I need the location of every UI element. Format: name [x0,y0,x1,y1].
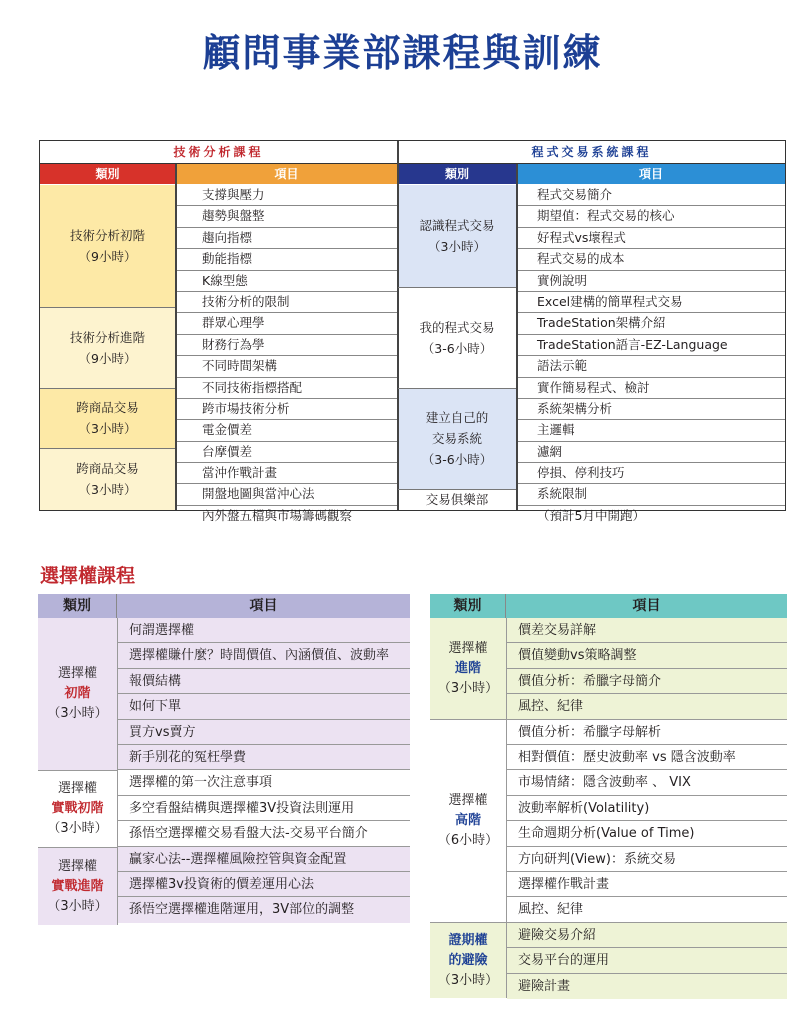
category-line: 證期權 [448,932,488,948]
list-item: K線型態 [176,271,397,292]
list-item: 實作簡易程式、檢討 [517,378,785,399]
list-item: 群眾心理學 [176,313,397,334]
list-item: 程式交易的成本 [517,249,785,270]
tech-category-cell: 技術分析進階 （9小時） [40,307,175,388]
list-item: 趨勢與盤整 [176,206,397,227]
list-item: 避險交易介紹 [507,923,787,948]
opt-left-items-header: 項目 [117,594,410,618]
prog-category-header: 類別 [398,164,516,184]
options-section-title: 選擇權課程 [40,565,136,587]
category-hours: （3小時） [437,680,499,696]
category-line: 選擇權 [57,858,97,874]
prog-category-cell: 建立自己的 交易系統 （3-6小時） [398,388,516,489]
list-item: 方向研判(View)：系統交易 [507,847,787,872]
list-item: 新手別花的冤枉學費 [118,745,410,770]
list-item: 系統限制 [517,484,785,505]
opt-category-cell [430,618,506,719]
category-line: 選擇權 [448,793,488,808]
list-item: 避險計畫 [507,974,787,999]
list-item: 交易平台的運用 [507,948,787,973]
technical-section-title: 技術分析課程 [173,145,264,159]
list-item: 財務行為學 [176,335,397,356]
list-item: TradeStation架構介紹 [517,313,785,334]
category-line: 選擇權 [57,666,97,681]
tech-category-cell: 跨商品交易 （3小時） [40,388,175,448]
tech-category-cell: 技術分析初階 （9小時） [40,185,175,307]
list-item: TradeStation語言-EZ-Language [517,335,785,356]
options-left-table [38,594,410,925]
program-section-title: 程式交易系統課程 [531,145,652,159]
list-item: 主邏輯 [517,420,785,441]
list-item: 濾網 [517,442,785,463]
tech-category-header: 類別 [40,164,175,184]
category-line: 選擇權 [448,640,488,656]
opt-right-items-header: 項目 [506,594,787,618]
list-item: 報價結構 [118,669,410,694]
prog-items-header: 項目 [517,164,785,184]
list-item: 不同時間架構 [176,356,397,377]
category-hours: （6小時） [437,833,499,848]
list-item: 風控、紀律 [507,694,787,719]
list-item: 孫悟空選擇權交易看盤大法-交易平台簡介 [118,821,410,846]
list-item: 當沖作戰計畫 [176,463,397,484]
list-item: 波動率解析(Volatility) [507,796,787,821]
opt-category-cell [430,719,506,922]
list-item: 市場情緒：隱含波動率 、 VIX [507,770,787,795]
list-item: 系統架構分析 [517,399,785,420]
list-item: 價差交易詳解 [507,618,787,643]
list-item: 期望值：程式交易的核心 [517,206,785,227]
list-item: 停損、停利技巧 [517,463,785,484]
list-item: 語法示範 [517,356,785,377]
category-hours: （3小時） [47,898,108,914]
tech-category-cell: 跨商品交易 （3小時） [40,448,175,510]
list-item: 生命週期分析(Value of Time) [507,821,787,846]
category-level: 實戰進階 [51,878,104,894]
category-level: 高階 [454,813,481,828]
list-item: 開盤地圖與當沖心法 [176,484,397,505]
list-item: 選擇權3v投資術的價差運用心法 [118,872,410,897]
category-level: 實戰初階 [51,801,104,816]
list-item: 程式交易簡介 [517,185,785,206]
list-item: 選擇權賺什麼？時間價值、內涵價值、波動率 [118,643,410,668]
opt-category-cell [38,618,117,770]
list-item: 風控、紀律 [507,897,787,922]
list-item: 買方vs賣方 [118,720,410,745]
list-item: 跨市場技術分析 [176,399,397,420]
list-item: 價值分析：希臘字母簡介 [507,669,787,694]
list-item: 相對價值：歷史波動率 vs 隱含波動率 [507,745,787,770]
opt-right-category-header: 類別 [430,594,506,618]
options-right-table [430,594,787,998]
list-item: 價值分析：希臘字母解析 [507,720,787,745]
list-item: 內外盤五檔與市場籌碼觀察 [202,507,353,523]
list-item: 選擇權的第一次注意事項 [118,770,410,795]
list-item: 何謂選擇權 [118,618,410,643]
list-item: （預計5月中開跑） [537,507,645,523]
category-hours: （3小時） [437,972,499,988]
list-item: 動能指標 [176,249,397,270]
prog-items-list [517,185,785,526]
technical-program-table [39,140,786,523]
category-line: 選擇權 [57,781,97,796]
list-item: 選擇權作戰計畫 [507,872,787,897]
list-item: 實例說明 [517,271,785,292]
list-item: 支撐與壓力 [176,185,397,206]
category-hours: （3小時） [47,706,108,721]
list-item: 台摩價差 [176,442,397,463]
list-item: 電金價差 [176,420,397,441]
opt-category-cell [38,847,117,925]
list-item: 贏家心法--選擇權風險控管與資金配置 [118,847,410,872]
list-item: 如何下單 [118,694,410,719]
category-level: 初階 [64,686,91,701]
prog-category-cell: 交易俱樂部 [425,492,489,507]
tech-items-header: 項目 [176,164,397,184]
list-item: 價值變動vs策略調整 [507,643,787,668]
opt-category-cell [430,922,506,998]
category-level: 進階 [454,660,481,676]
prog-category-cell: 我的程式交易 （3-6小時） [398,287,516,388]
category-level: 的避險 [448,952,488,968]
opt-left-category-header: 類別 [38,594,117,618]
list-item: 技術分析的限制 [176,292,397,313]
opt-category-cell [38,770,117,847]
page-title: 顧問事業部課程與訓練 [202,31,603,75]
list-item: 趨向指標 [176,228,397,249]
tech-items-list [176,185,397,526]
list-item: 孫悟空選擇權進階運用，3V部位的調整 [118,897,410,922]
list-item: 多空看盤結構與選擇權3V投資法則運用 [118,796,410,821]
category-hours: （3小時） [47,821,108,836]
list-item: Excel建構的簡單程式交易 [517,292,785,313]
list-item: 不同技術指標搭配 [176,378,397,399]
list-item: 好程式vs壞程式 [517,228,785,249]
prog-category-cell: 認識程式交易 （3小時） [398,185,516,287]
